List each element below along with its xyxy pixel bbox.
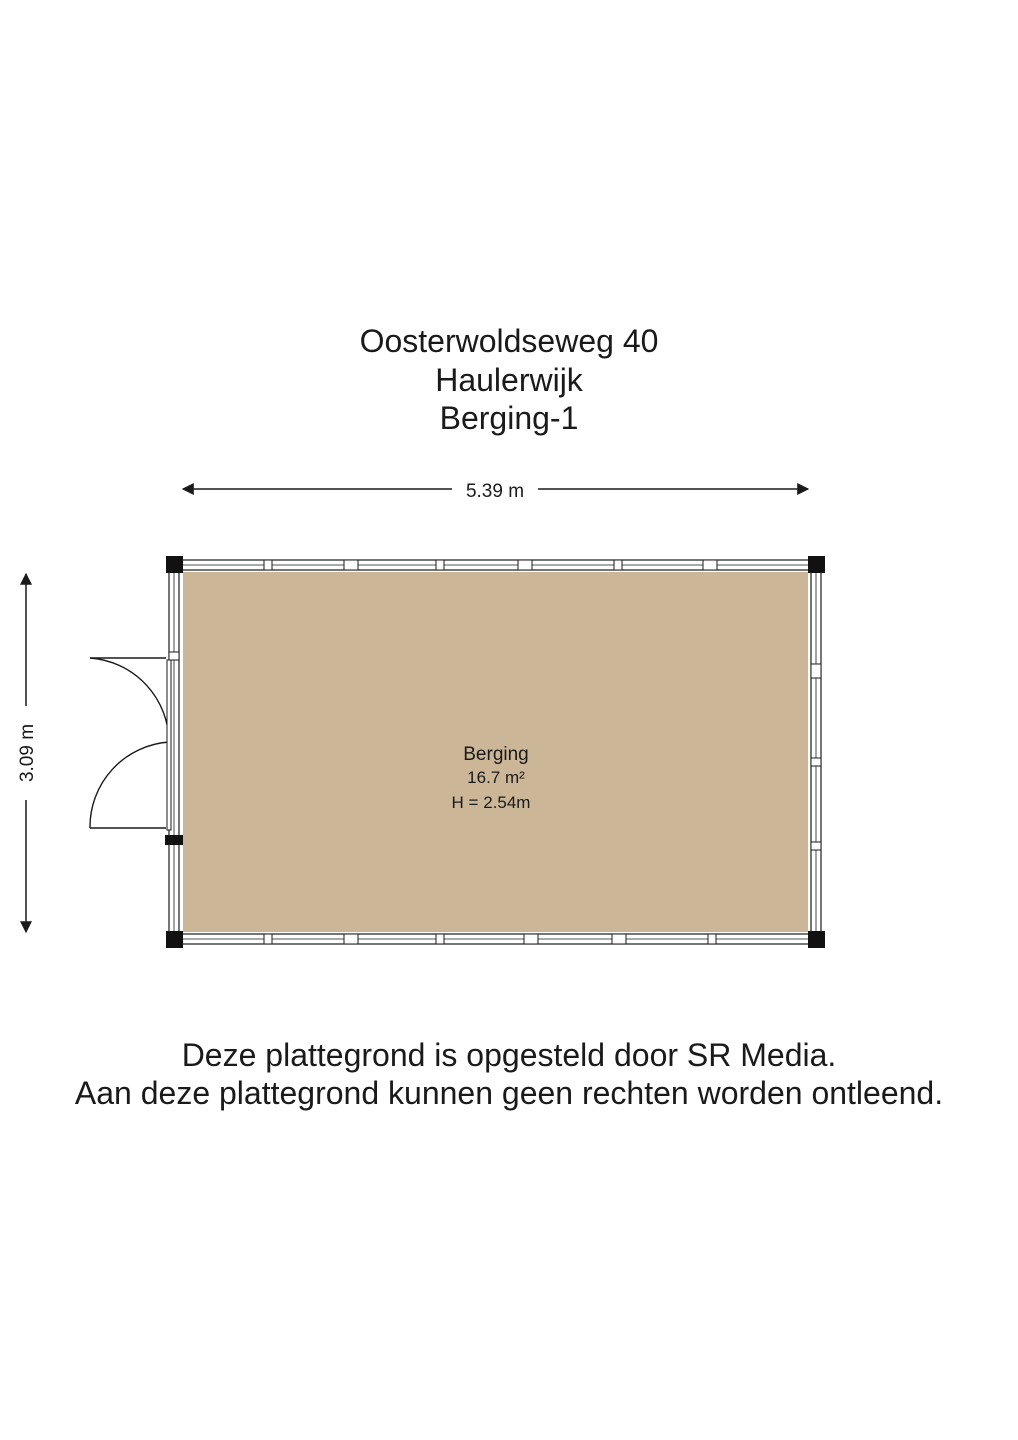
city-title: Haulerwijk — [435, 362, 583, 398]
room-height: H = 2.54m — [451, 793, 531, 812]
room-area: 16.7 m² — [467, 768, 525, 787]
disclaimer-line-2: Aan deze plattegrond kunnen geen rechten worden ontleend. — [74, 1075, 944, 1111]
width-label: 5.39 m — [465, 481, 525, 502]
height-label: 3.09 m — [17, 723, 38, 783]
building-title: Berging-1 — [439, 400, 579, 436]
height-dimension — [17, 574, 38, 932]
room-name: Berging — [463, 744, 529, 765]
width-dimension — [183, 481, 808, 502]
door — [90, 658, 171, 830]
disclaimer-line-1: Deze plattegrond is opgesteld door SR Media. — [181, 1037, 837, 1073]
address-title: Oosterwoldseweg 40 — [359, 323, 659, 359]
